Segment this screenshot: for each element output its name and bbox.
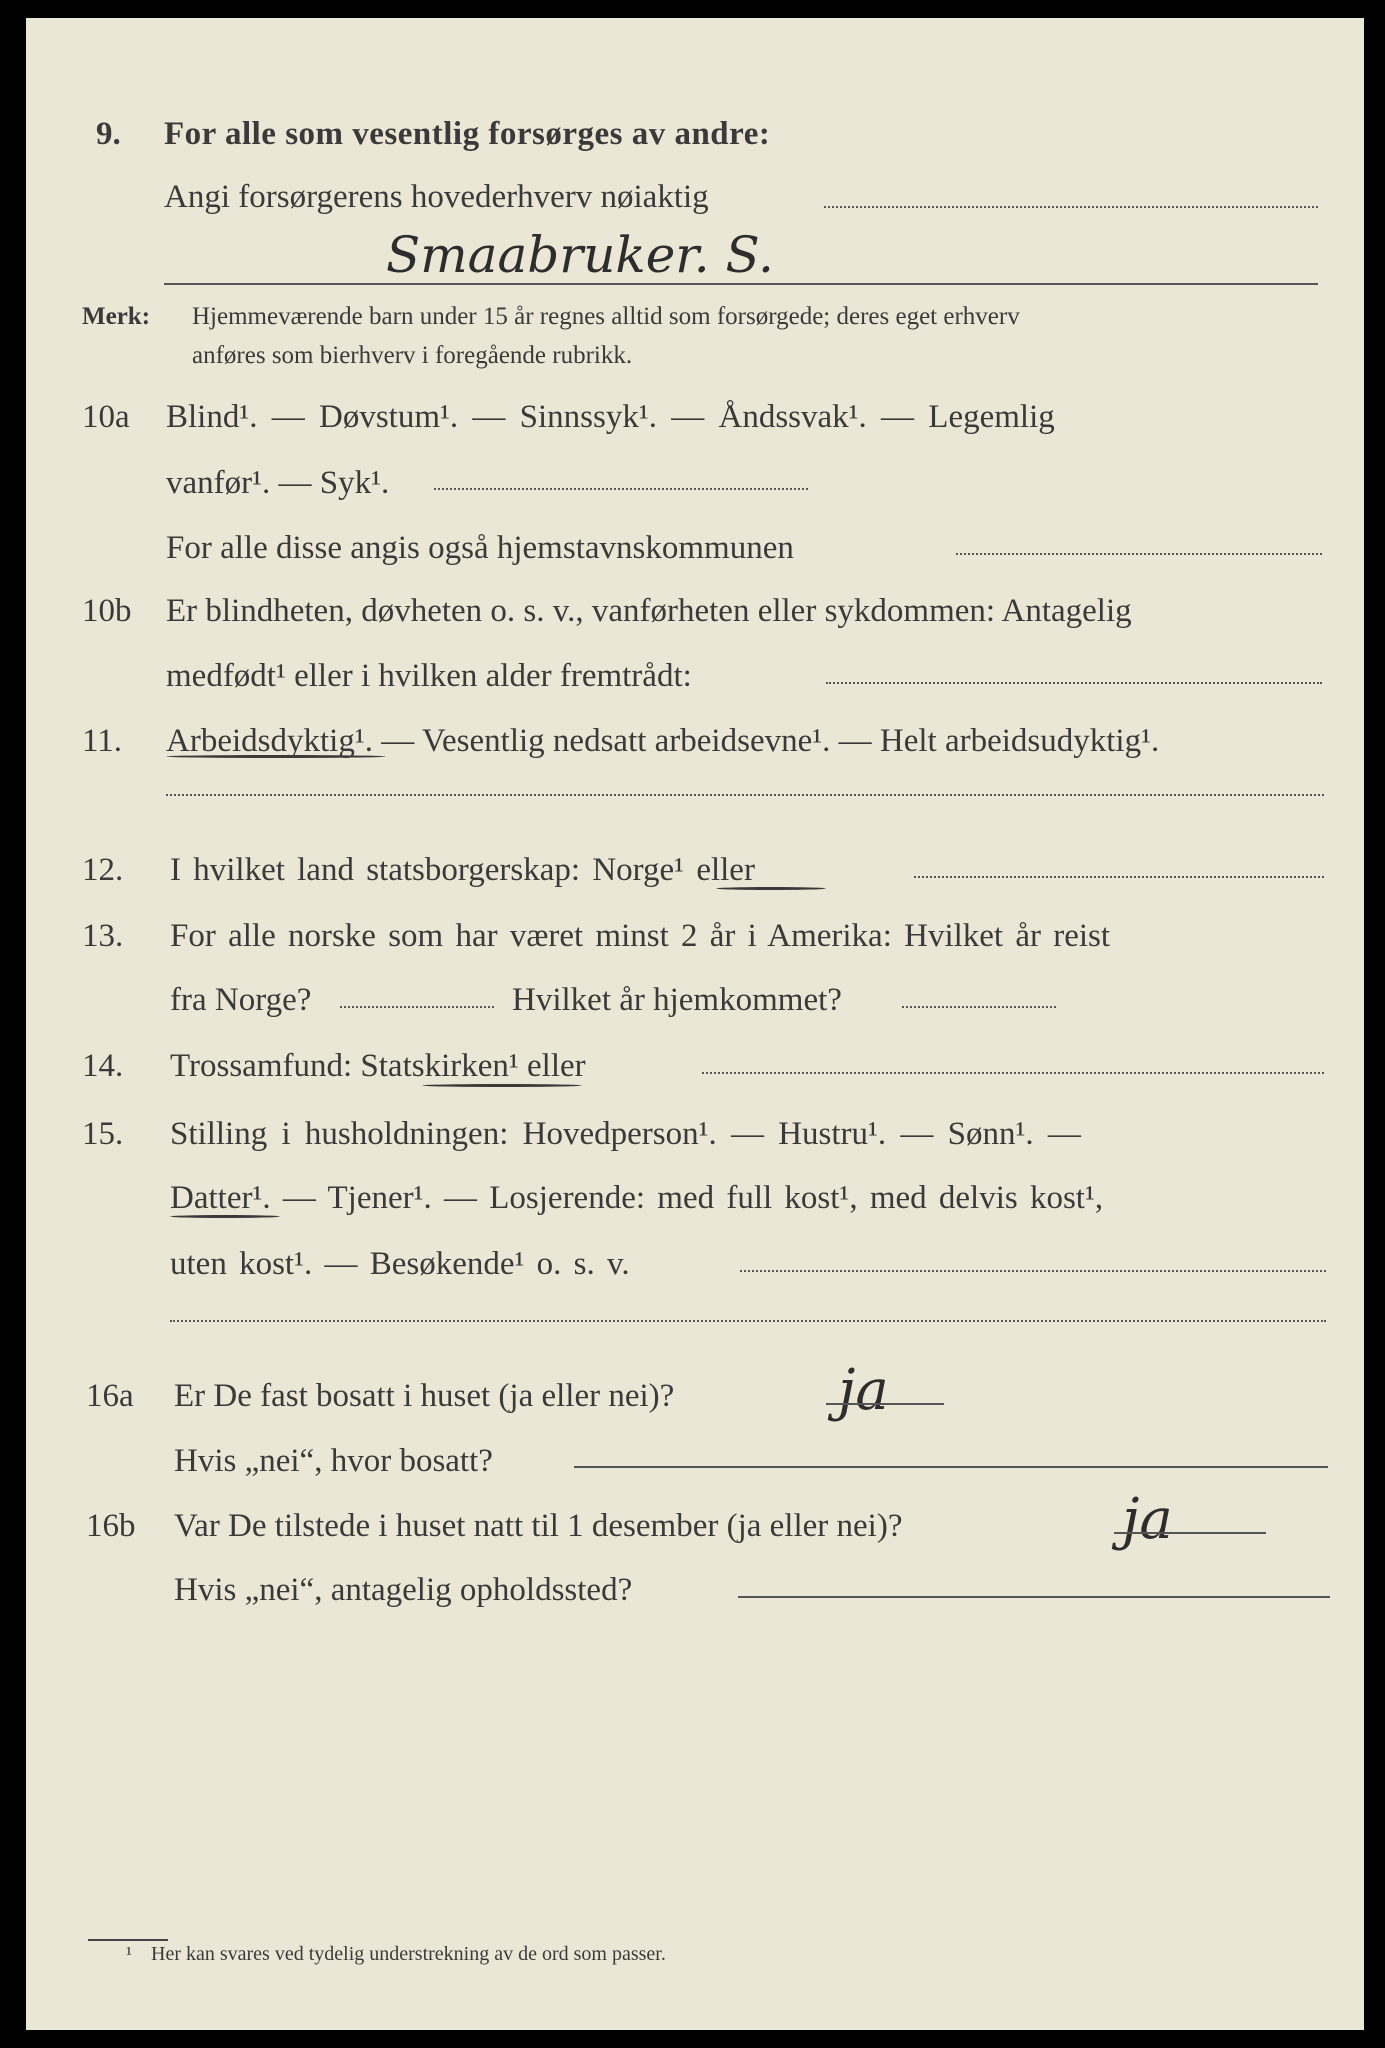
q16b-handwritten-answer: ja [1122, 1487, 1173, 1552]
q12-number: 12. [82, 852, 124, 888]
q9-number: 9. [96, 116, 121, 152]
q10b-line-2: medfødt¹ eller i hvilken alder fremtrådt: [166, 658, 692, 694]
q13-line-1: For alle norske som har været minst 2 år i Amerika: Hvilket år reist [170, 918, 1111, 954]
q12-handwritten-underline [716, 887, 826, 890]
q16a-line-2: Hvis „nei“, hvor bosatt? [174, 1443, 493, 1479]
q14-dotted-line [702, 1072, 1324, 1074]
q15-line-1: Stilling i husholdningen: Hovedperson¹. — Hustru¹. — Sønn¹. — [170, 1116, 1081, 1152]
q16a-handwritten-answer: ja [838, 1358, 889, 1423]
q15-handwritten-underline [170, 1215, 280, 1218]
q16a-bosatt-line [574, 1466, 1328, 1468]
footnote-text: Her kan svares ved tydelig understrekning av de ord som passer. [151, 1943, 666, 1965]
q16b-line-1: Var De tilstede i huset natt til 1 desember (ja eller nei)? [174, 1508, 903, 1544]
q12-line-1: I hvilket land statsborgerskap: Norge¹ eller [170, 852, 755, 888]
q10a-line-3: For alle disse angis også hjemstavnskommunen [166, 530, 794, 566]
q16b-number: 16b [86, 1508, 136, 1544]
q11-number: 11. [82, 723, 123, 759]
merk-line-1: Hjemmeværende barn under 15 år regnes alltid som forsørgede; deres eget erhverv [192, 303, 1020, 330]
q11-handwritten-underline [166, 755, 386, 758]
q10b-line-1: Er blindheten, døvheten o. s. v., vanførheten eller sykdommen: Antagelig [166, 593, 1132, 629]
q16b-opholdssted-line [738, 1596, 1330, 1598]
q9-handwritten-answer: Smaabruker. S. [386, 226, 774, 284]
footnote-rule [88, 1939, 168, 1941]
q9-dotted-line [824, 206, 1318, 208]
q9-heading: For alle som vesentlig forsørges av andre: [164, 116, 771, 152]
q15-number: 15. [82, 1116, 124, 1152]
q14-handwritten-underline [422, 1084, 582, 1087]
footnote [126, 1943, 666, 1966]
q11-line-1: Arbeidsdyktig¹. — Vesentlig nedsatt arbeidsevne¹. — Helt arbeidsudyktig¹. [166, 723, 1160, 759]
q15-line-2: Datter¹. — Tjener¹. — Losjerende: med full kost¹, med delvis kost¹, [170, 1180, 1104, 1216]
footnote-marker: ¹ [126, 1943, 132, 1965]
q10a-dotted-line-2 [956, 553, 1322, 555]
q16a-answer-line [826, 1403, 944, 1405]
merk-label: Merk: [82, 303, 151, 330]
q10a-dotted-line-1 [434, 488, 808, 490]
q13-dotted-line-1 [340, 1006, 494, 1008]
q11-dotted-line [166, 794, 1324, 796]
q15-dotted-line-2 [170, 1320, 1326, 1322]
q16a-number: 16a [86, 1378, 134, 1414]
q14-number: 14. [82, 1048, 124, 1084]
q13-line-2b: Hvilket år hjemkommet? [512, 982, 842, 1018]
q14-line-1: Trossamfund: Statskirken¹ eller [170, 1048, 586, 1084]
q13-line-2a: fra Norge? [170, 982, 312, 1018]
q9-prompt: Angi forsørgerens hovederhverv nøiaktig [164, 179, 709, 215]
q10b-dotted-line [826, 682, 1322, 684]
q13-dotted-line-2 [902, 1006, 1056, 1008]
q15-dotted-line-1 [740, 1270, 1326, 1272]
q16b-answer-line [1114, 1532, 1266, 1534]
q10a-number: 10a [82, 399, 130, 435]
q16a-line-1: Er De fast bosatt i huset (ja eller nei)? [174, 1378, 675, 1414]
q10a-line-1: Blind¹. — Døvstum¹. — Sinnssyk¹. — Åndssvak¹. — Legemlig [166, 399, 1055, 435]
q9-answer-line [164, 283, 1318, 285]
q13-number: 13. [82, 918, 124, 954]
q15-line-3: uten kost¹. — Besøkende¹ o. s. v. [170, 1246, 630, 1282]
q10b-number: 10b [82, 593, 132, 629]
census-form-page [26, 18, 1364, 2030]
q12-dotted-line [914, 876, 1324, 878]
q16b-line-2: Hvis „nei“, antagelig opholdssted? [174, 1572, 633, 1608]
q10a-line-2: vanfør¹. — Syk¹. [166, 465, 390, 501]
merk-line-2: anføres som bierhverv i foregående rubrikk. [192, 342, 633, 369]
